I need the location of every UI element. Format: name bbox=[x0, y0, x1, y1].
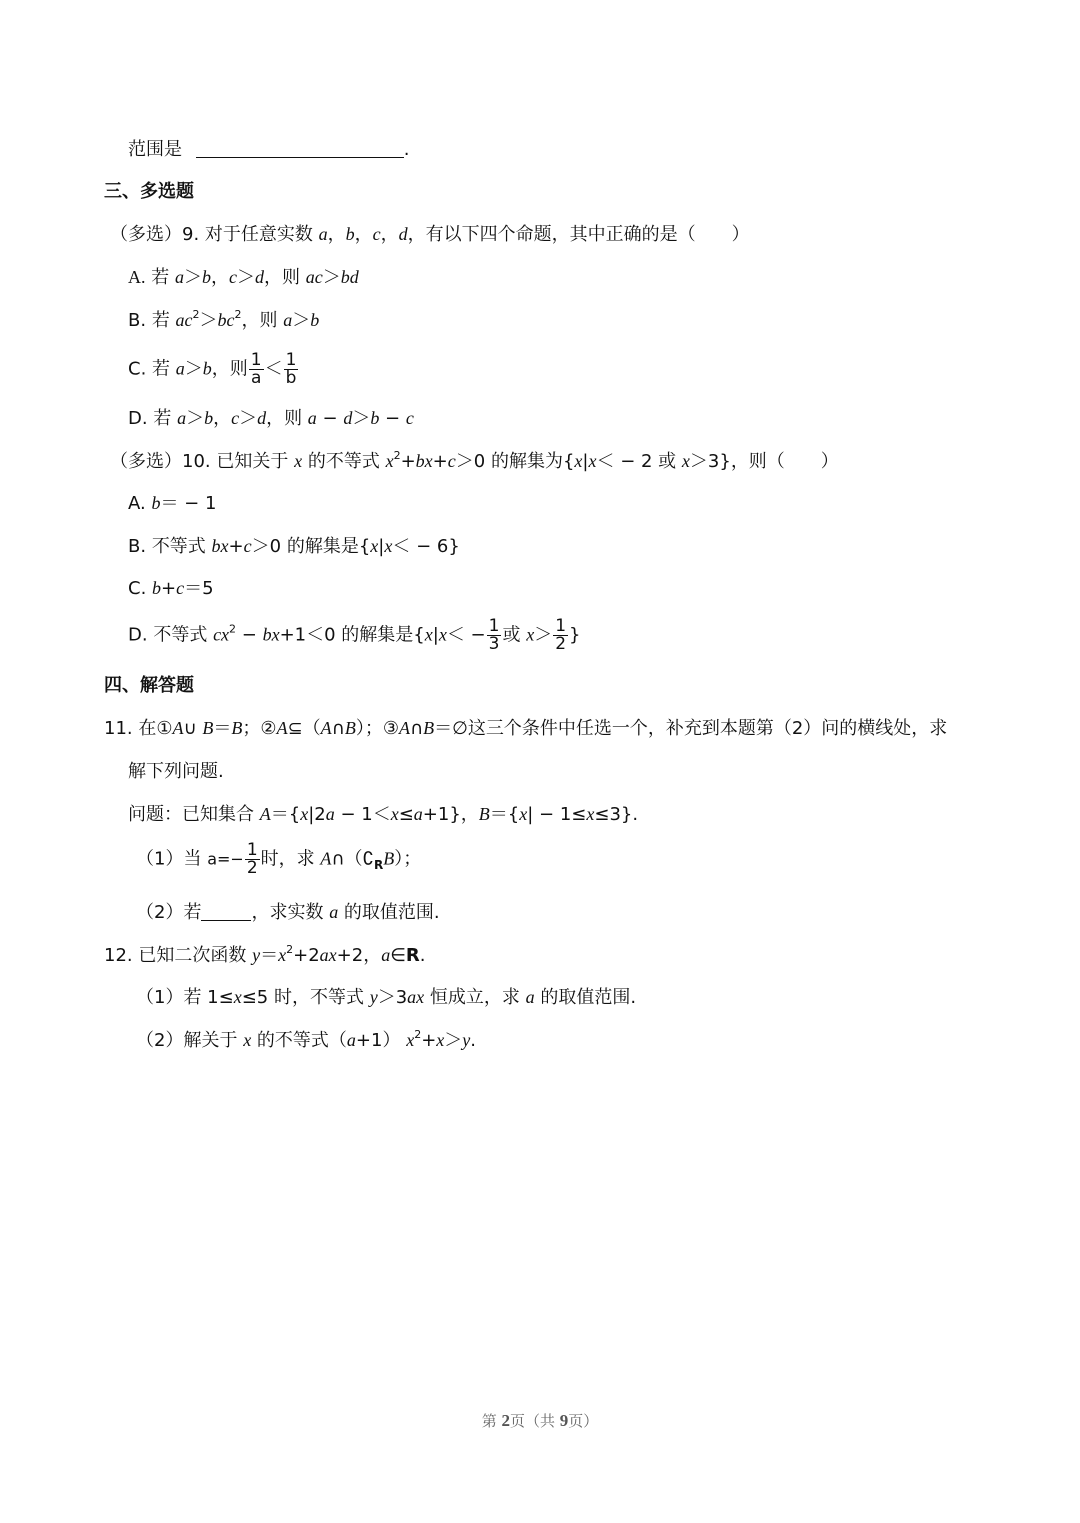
q10-prefix: （多选）10. bbox=[110, 451, 211, 472]
q9-option-b: B. 若 $ac^2>bc^2$，则 a＞b bbox=[128, 308, 320, 331]
option-text: 则 bbox=[229, 358, 248, 380]
or-text: 或 bbox=[502, 624, 521, 646]
option-label: A. bbox=[128, 267, 146, 287]
option-text: 若 bbox=[153, 408, 172, 429]
q10-option-b: B. 不等式 bx+c＞0 的解集是{x|x＜ − 6} bbox=[128, 536, 460, 557]
option-text: 则 bbox=[284, 408, 303, 429]
option-label: B. bbox=[128, 310, 147, 331]
page-footer bbox=[0, 1410, 1080, 1431]
question-11-line1: 11. 在①A∪ B＝B；②A⊆（A∩B）；③A∩B＝∅这三个条件中任选一个，补充到本题第（2）问的横线处，求 bbox=[104, 718, 948, 739]
q10-option-c: C. b+c＝5 bbox=[128, 578, 214, 599]
q11-problem-label: 问题：已知集合 bbox=[128, 804, 254, 825]
q9-option-a: A. 若 a＞b，c＞d，则 ac＞bd bbox=[128, 267, 359, 288]
option-label: C. bbox=[128, 358, 147, 380]
question-11-line2: 解下列问题. bbox=[128, 761, 224, 782]
q10-text: 的不等式 bbox=[307, 451, 380, 472]
period: . bbox=[403, 139, 410, 160]
q9-prefix: （多选）9. bbox=[110, 224, 200, 245]
q11-sub1-text: （1）当 bbox=[136, 848, 202, 870]
q11-sub2-text: ，求实数 bbox=[251, 902, 324, 923]
option-label: D. bbox=[128, 624, 148, 646]
option-text: 的解集是 bbox=[341, 624, 414, 646]
section-title-multi-choice: 三、多选题 bbox=[104, 181, 194, 202]
q12-sub1-text: 恒成立，求 bbox=[429, 987, 520, 1008]
question-10-stem: （多选）10. 已知关于 x 的不等式 $x^2+bx+c>0$ 的解集为{x|x＜ − 2 或 x＞3}，则（ ） bbox=[110, 449, 839, 472]
option-label: A. bbox=[128, 493, 146, 514]
range-label: 范围是 bbox=[128, 139, 182, 160]
q11-sub2-text: 的取值范围. bbox=[343, 902, 440, 923]
fraction-1-over-3: $\frac{1}{3}$ bbox=[488, 616, 500, 654]
q9-option-c: C. 若 a＞b，则 $\frac{1}{a}$ ＜ $\frac{1}{b}$ bbox=[128, 350, 297, 388]
q11-text: ；③ bbox=[364, 718, 399, 739]
var-a: a bbox=[318, 224, 328, 244]
q10-text: 已知关于 bbox=[216, 451, 289, 472]
q10-option-d: D. 不等式 $cx^2 - bx+1<0$ 的解集是{x|x＜ − $\frac{1}{3}$ 或 x＞ $\frac{1}{2}$ } bbox=[128, 616, 581, 654]
q11-text: 在① bbox=[138, 718, 173, 739]
fraction-1-over-2: $\frac{1}{2}$ bbox=[555, 616, 567, 654]
question-11-sub1: （1）当 a=− $\frac{1}{2}$ 时，求 $A\cap(∁_RB)$； bbox=[136, 840, 422, 878]
option-label: C. bbox=[128, 578, 147, 599]
q10-text: 的解集为 bbox=[490, 451, 563, 472]
q12-sub2-text: （2）解关于 bbox=[136, 1030, 238, 1051]
question-12-sub2: （2）解关于 x 的不等式（a+1） $x^2+x>y$. bbox=[136, 1028, 477, 1051]
q9-stem-end: 有以下四个命题，其中正确的是（ ） bbox=[425, 224, 750, 245]
q12-sub1-text: 时，不等式 bbox=[273, 987, 364, 1008]
section-title-free-response: 四、解答题 bbox=[104, 675, 194, 696]
var-c: c bbox=[372, 224, 381, 244]
option-text: 若 bbox=[152, 358, 171, 380]
total-pages: 9 bbox=[559, 1411, 569, 1430]
footer-text: 第 bbox=[481, 1412, 497, 1430]
footer-text: 页（共 bbox=[509, 1412, 555, 1430]
q12-sub1-text: 的取值范围. bbox=[540, 987, 637, 1008]
fraction-1-over-a: $\frac{1}{a}$ bbox=[250, 350, 262, 388]
footer-text: 页） bbox=[568, 1412, 599, 1430]
question-11-problem: 问题：已知集合 A＝{x|2a − 1＜x≤a+1}，B＝{x| − 1≤x≤3}. bbox=[128, 804, 639, 825]
option-text: 若 bbox=[151, 267, 170, 288]
q9-stem: 对于任意实数 bbox=[204, 224, 313, 245]
option-text: 则 bbox=[259, 310, 278, 331]
var-d: d bbox=[398, 224, 408, 244]
option-text: 不等式 bbox=[151, 536, 206, 557]
fraction-1-over-2: $\frac{1}{2}$ bbox=[246, 840, 258, 878]
page-number: 2 bbox=[501, 1411, 510, 1430]
q9-option-d: D. 若 a＞b，c＞d，则 a − d＞b − c bbox=[128, 408, 414, 429]
q10-option-a: A. b＝ − 1 bbox=[128, 493, 217, 514]
question-11-sub2: （2）若 ，求实数 a 的取值范围. bbox=[136, 902, 440, 923]
q12-number: 12. bbox=[104, 945, 133, 966]
q10-text: ，则（ ） bbox=[730, 451, 839, 472]
option-label: B. bbox=[128, 536, 147, 557]
var-b: b bbox=[345, 224, 355, 244]
question-9-stem: （多选）9. 对于任意实数 a，b，c，d，有以下四个命题，其中正确的是（ ） bbox=[110, 224, 750, 245]
answer-range-line bbox=[128, 138, 409, 162]
option-text: 的解集是 bbox=[286, 536, 359, 557]
q11-sub2-text: （2）若 bbox=[136, 902, 202, 923]
q12-sub2-text: 的不等式（ bbox=[256, 1030, 347, 1051]
q11-text: ；② bbox=[242, 718, 277, 739]
answer-blank bbox=[196, 141, 404, 158]
q12-text: 已知二次函数 bbox=[138, 945, 247, 966]
q11-sub1-text: 时，求 bbox=[260, 848, 315, 870]
option-text: 若 bbox=[151, 310, 170, 331]
fraction-1-over-b: $\frac{1}{b}$ bbox=[285, 350, 297, 388]
option-text: 则 bbox=[281, 267, 300, 288]
option-label: D. bbox=[128, 408, 148, 429]
q11-number: 11. bbox=[104, 718, 133, 739]
question-12-stem: 12. 已知二次函数 $y=x^2+2ax+2$，a∈R. bbox=[104, 943, 426, 966]
question-12-sub1: （1）若 1≤x≤5 时，不等式 y＞3ax 恒成立，求 a 的取值范围. bbox=[136, 987, 637, 1008]
q11-text: 这三个条件中任选一个，补充到本题第（2）问的横线处，求 bbox=[467, 718, 948, 739]
q12-sub2-text: ） bbox=[382, 1030, 401, 1051]
condition-blank bbox=[201, 904, 251, 921]
option-text: 不等式 bbox=[153, 624, 208, 646]
q12-sub1-text: （1）若 bbox=[136, 987, 202, 1008]
